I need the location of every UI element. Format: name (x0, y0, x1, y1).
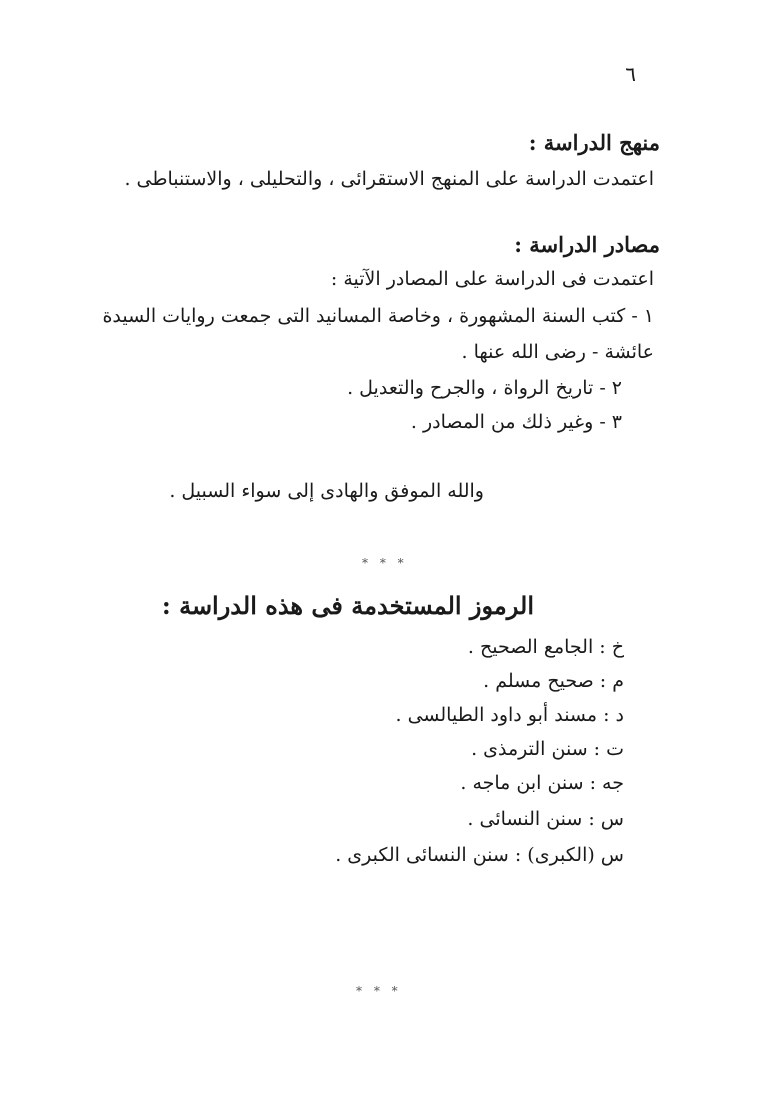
symbol-item-bukhari: خ : الجامع الصحيح . (467, 636, 624, 658)
symbol-item-ibn-majah: جه : سنن ابن ماجه . (460, 772, 624, 794)
sources-item-1: ١ - كتب السنة المشهورة ، وخاصة المسانيد التى جمعت روايات السيدة (102, 305, 654, 327)
symbol-item-nasai: س : سنن النسائى . (467, 808, 624, 830)
footer-separator: * * * (356, 984, 402, 998)
symbol-item-muslim: م : صحيح مسلم . (483, 670, 624, 692)
sources-item-1-continued: عائشة - رضى الله عنها . (461, 341, 654, 363)
section-separator: * * * (362, 556, 408, 570)
symbol-item-tirmidhi: ت : سنن الترمذى . (471, 738, 624, 760)
sources-heading: مصادر الدراسة : (514, 232, 660, 257)
method-text: اعتمدت الدراسة على المنهج الاستقرائى ، والتحليلى ، والاستنباطى . (124, 168, 654, 190)
symbol-item-tayalisi: د : مسند أبو داود الطيالسى . (395, 704, 624, 726)
symbols-heading: الرموز المستخدمة فى هذه الدراسة : (161, 591, 534, 620)
sources-intro: اعتمدت فى الدراسة على المصادر الآتية : (330, 268, 654, 290)
page-number: ٦ (625, 62, 636, 86)
method-heading: منهج الدراسة : (528, 130, 660, 155)
symbol-item-nasai-kubra: س (الكبرى) : سنن النسائى الكبرى . (335, 844, 624, 866)
sources-item-3: ٣ - وغير ذلك من المصادر . (410, 411, 622, 433)
sources-item-2: ٢ - تاريخ الرواة ، والجرح والتعديل . (347, 377, 622, 399)
closing-prayer: والله الموفق والهادى إلى سواء السبيل . (169, 480, 484, 502)
